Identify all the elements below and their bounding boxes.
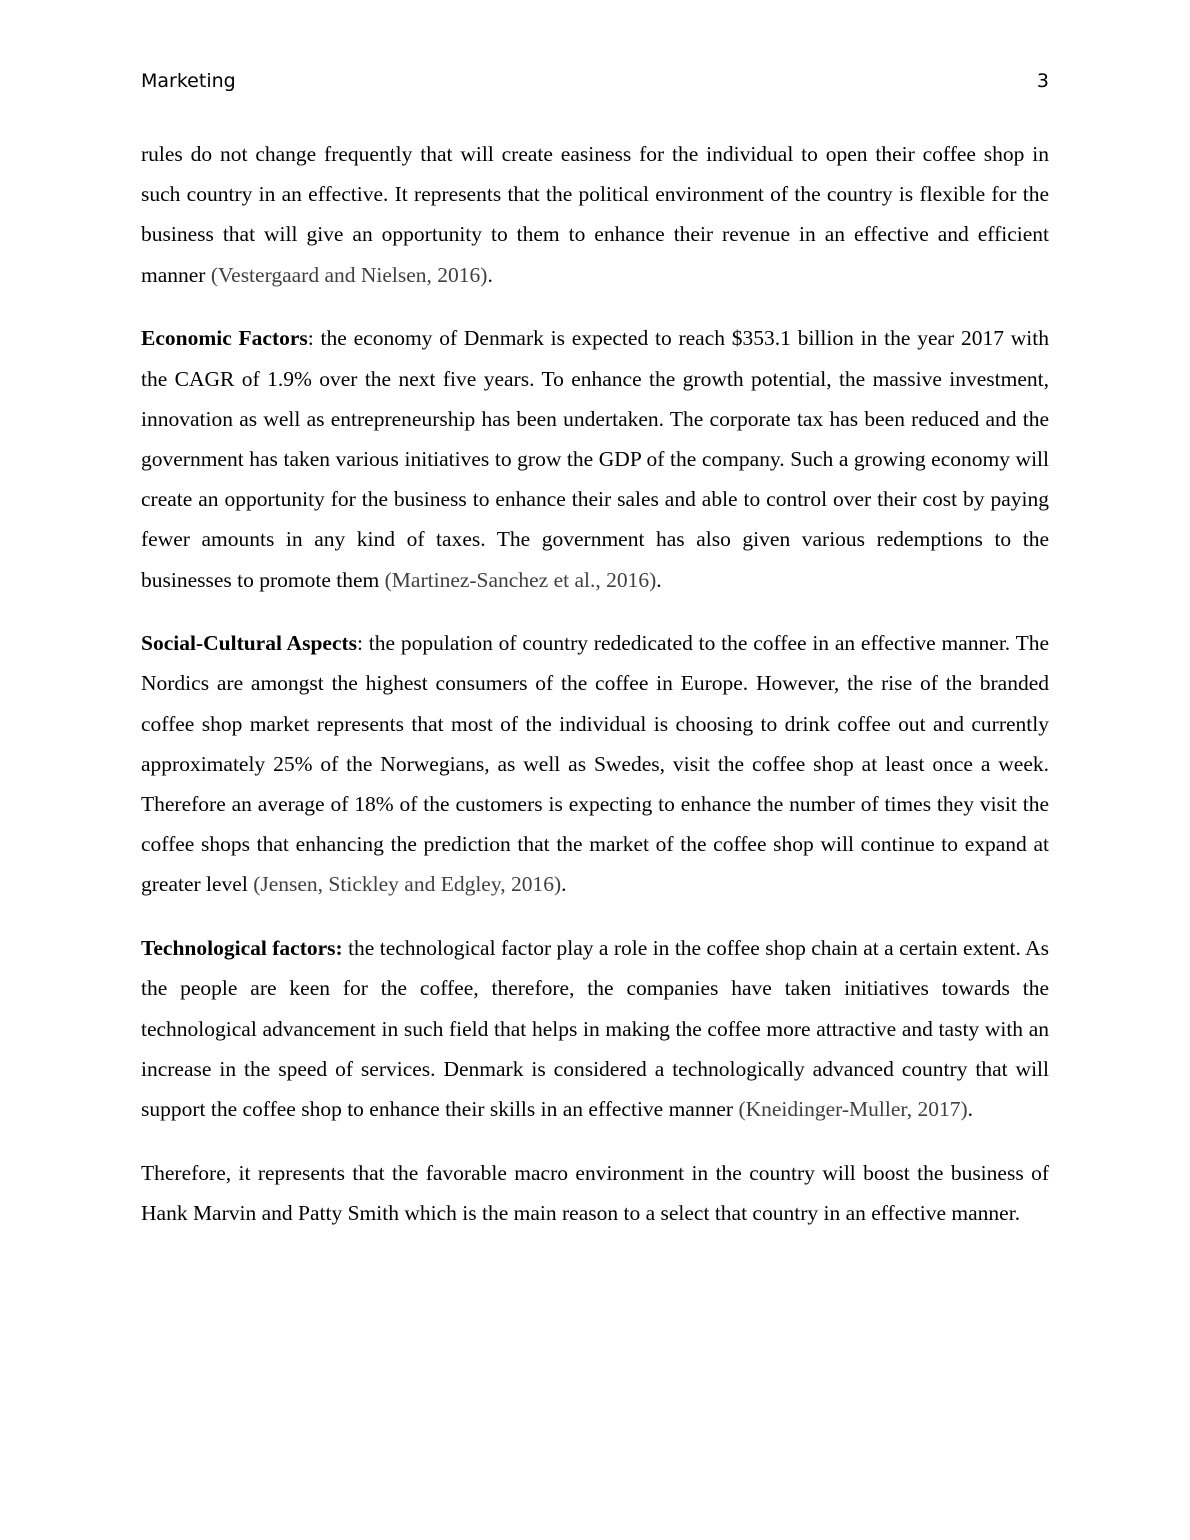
document-body xyxy=(141,134,1049,1257)
citation: (Jensen, Stickley and Edgley, 2016) xyxy=(253,872,562,897)
page-header xyxy=(141,70,1049,96)
paragraph-text: Therefore, it represents that the favorable macro environment in the country will boost the business of Hank Marvin and Patty Smith which is the main reason to a select that country in an effective manner. xyxy=(141,1160,1049,1225)
paragraph-social-cultural-aspects xyxy=(141,623,1049,904)
paragraph-end: . xyxy=(487,262,493,287)
paragraph-text: : the population of country rededicated to the coffee in an effective manner. The Nordics are amongst the highest consumers of the coffee in Europe. However, the rise of the branded coffee shop market represents that most of the individual is choosing to drink coffee out and currently approximately 25% of the Norwegians, as well as Swedes, visit the coffee shop at least once a week. Therefore an average of 18% of the customers is expecting to enhance the number of times they visit the coffee shops that enhancing the prediction that the market of the coffee shop will continue to expand at greater level xyxy=(141,631,1049,897)
paragraph-political-continued xyxy=(141,134,1049,295)
citation: (Kneidinger-Muller, 2017) xyxy=(738,1096,968,1121)
paragraph-text: rules do not change frequently that will create easiness for the individual to open their coffee shop in such country in an effective. It represents that the political environment of the country is flexible for the business that will give an opportunity to them to enhance their revenue in an effective and efficient manner xyxy=(141,142,1049,287)
section-heading: Economic Factors xyxy=(141,326,308,351)
paragraph-economic-factors xyxy=(141,318,1049,599)
paragraph-end: . xyxy=(656,567,662,592)
page-number: 3 xyxy=(1036,70,1049,92)
paragraph-technological-factors xyxy=(141,928,1049,1129)
section-heading: Technological factors: xyxy=(141,936,343,961)
paragraph-conclusion xyxy=(141,1153,1049,1233)
citation: (Martinez-Sanchez et al., 2016) xyxy=(384,567,657,592)
running-head: Marketing xyxy=(141,70,236,92)
section-heading: Social-Cultural Aspects xyxy=(141,631,358,656)
paragraph-text: : the economy of Denmark is expected to reach $353.1 billion in the year 2017 with the CAGR of 1.9% over the next five years. To enhance the growth potential, the massive investment, innovation as well as entrepreneurship has been undertaken. The corporate tax has been reduced and the government has taken various initiatives to grow the GDP of the company. Such a growing economy will create an opportunity for the business to enhance their sales and able to control over their cost by paying fewer amounts in any kind of taxes. The government has also given various redemptions to the businesses to promote them xyxy=(141,326,1049,592)
paragraph-text: the technological factor play a role in the coffee shop chain at a certain extent. As the people are keen for the coffee, therefore, the companies have taken initiatives towards the technological advancement in such field that helps in making the coffee more attractive and tasty with an increase in the speed of services. Denmark is considered a technologically advanced country that will support the coffee shop to enhance their skills in an effective manner xyxy=(141,936,1049,1121)
paragraph-end: . xyxy=(967,1096,973,1121)
paragraph-end: . xyxy=(561,872,567,897)
citation: (Vestergaard and Nielsen, 2016) xyxy=(210,262,488,287)
